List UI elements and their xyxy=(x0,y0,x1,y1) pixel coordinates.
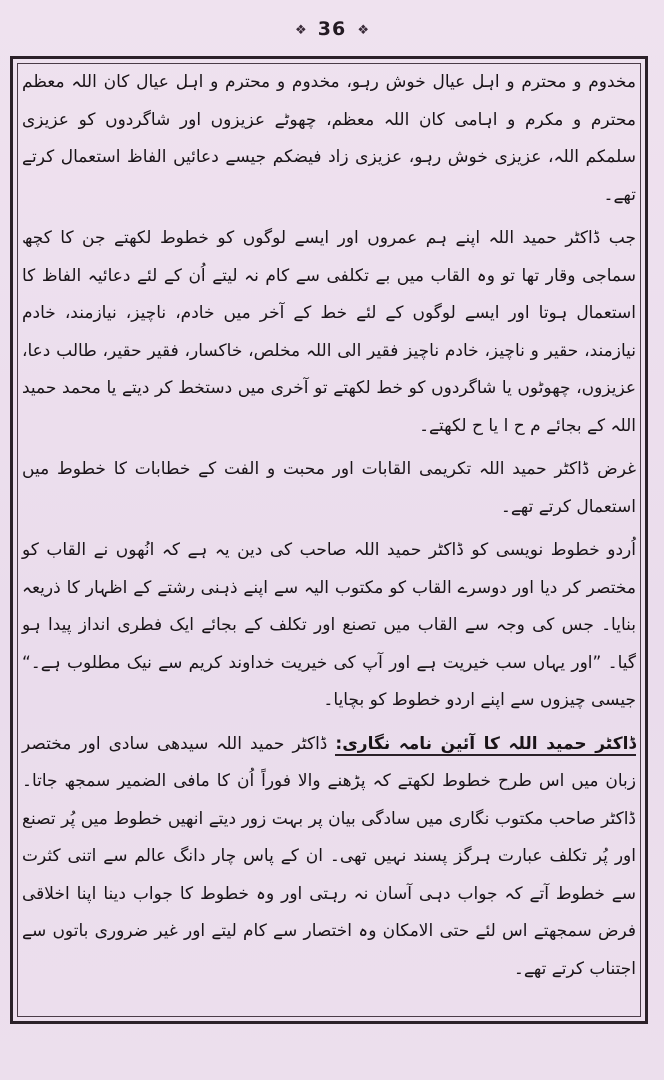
page-number: 36 xyxy=(317,18,347,40)
paragraph-salutations: مخدوم و محترم و اہل عیال خوش رہو، مخدوم و محترم و اہل عیال کان اللہ معظم محترم و مکرم و اہامی کان اللہ معظم، چھوٹے عزیزوں اور شاگردوں کو عزیزی سلمکم اللہ، عزیزی خوش رہو، عزیزی زاد فیضکم جیسے دعائیں الفاظ استعمال کرتے تھے۔ xyxy=(22,72,636,205)
page-body-text xyxy=(22,64,636,988)
ornament-right-icon: ❖ xyxy=(357,23,369,38)
page-number-header xyxy=(0,18,664,40)
section-body-text: ڈاکٹر حمید اللہ سیدھی سادی اور مختصر زبان میں اس طرح خطوط لکھتے کہ پڑھنے والا فوراً اُن کا مافی الضمیر سمجھ جاتا۔ ڈاکٹر صاحب مکتوب نگاری میں سادگی بیان پر بہت زور دیتے انھیں خطوط میں پُر تصنع اور پُر تکلف عبارت ہرگز پسند نہیں تھی۔ ان کے پاس چار دانگ عالم سے اتنی کثرت سے خطوط آتے کہ جواب دہی آسان نہ رہتی اور وہ خطوط کا جواب دینا اپنا اخلاقی فرض سمجھتے اس لئے حتی الامکان وہ اختصار سے کام لیتے اور غیر ضروری باتوں سے اجتناب کرتے تھے۔ xyxy=(22,733,636,979)
section-heading: ڈاکٹر حمید اللہ کا آئین نامہ نگاری: xyxy=(335,733,636,754)
paragraph-letter-style xyxy=(22,726,636,989)
paragraph-titles-usage: جب ڈاکٹر حمید اللہ اپنے ہم عمروں اور ایسے لوگوں کو خطوط لکھتے جن کا کچھ سماجی وقار تھا تو وہ القاب میں بے تکلفی سے کام نہ لیتے اُن کے لئے دعائیہ الفاظ کا استعمال ہوتا اور ایسے لوگوں کے لئے خط کے آخر میں خادم، ناچیز، نیازمند، خادم نیازمند، حقیر و ناچیز، خادم ناچیز فقیر الی اللہ مخلص، خاکسار، فقیر حقیر، طالب دعا، عزیزوں، چھوٹوں یا شاگردوں کو خط لکھتے تو آخری میں دستخط کر دیتے یا محمد حمید اللہ کے بجائے م ح ا یا ح لکھتے۔ xyxy=(22,228,636,436)
paragraph-urdu-letter-writing: اُردو خطوط نویسی کو ڈاکٹر حمید اللہ صاحب کی دین یہ ہے کہ انُھوں نے القاب کو مختصر کر دیا اور دوسرے القاب کو مکتوب الیہ سے اپنے ذہنی رشتے کے اظہار کا ذریعہ بنایا۔ جس کی وجہ سے القاب میں تصنع اور تکلف کے بجائے ایک فطری انداز پیدا ہو گیا۔ ”اور یہاں سب خیریت ہے اور آپ کی خیریت خداوند کریم سے نیک مطلوب ہے۔“ جیسی چیزوں سے اپنے اردو خطوط کو بچایا۔ xyxy=(22,540,636,710)
paragraph-summary: غرض ڈاکٹر حمید اللہ تکریمی القابات اور محبت و الفت کے خطابات کا خطوط میں استعمال کرتے تھے۔ xyxy=(22,459,636,517)
ornament-left-icon: ❖ xyxy=(295,23,307,38)
